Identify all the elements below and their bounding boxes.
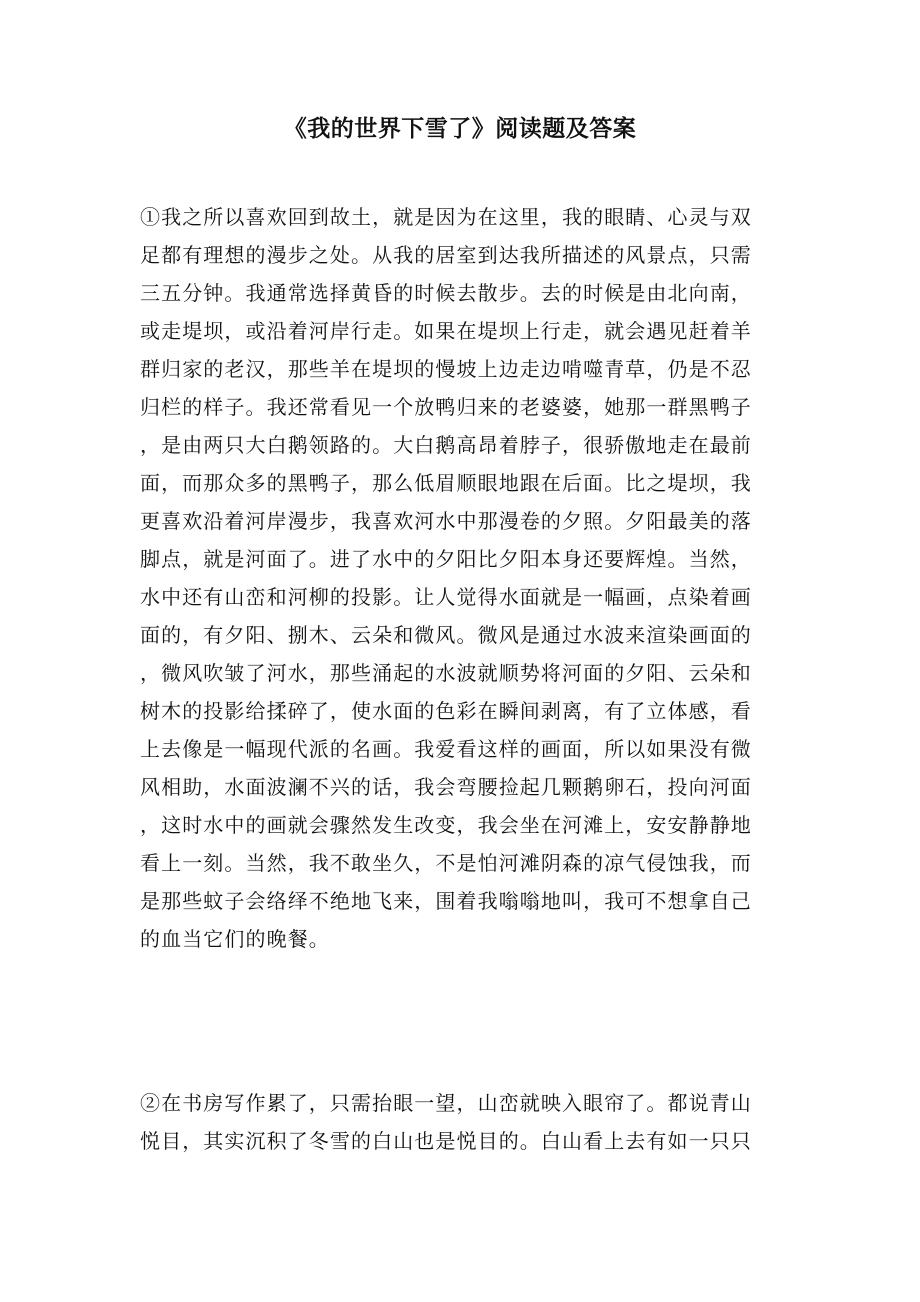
document-title: 《我的世界下雪了》阅读题及答案 bbox=[283, 115, 637, 142]
text-line: 树木的投影给揉碎了，使水面的色彩在瞬间剥离，有了立体感，看 bbox=[140, 699, 752, 723]
text-line: ，微风吹皱了河水，那些涌起的水波就顺势将河面的夕阳、云朵和 bbox=[140, 661, 752, 685]
text-line: 面的，有夕阳、捌木、云朵和微风。微风是通过水波来渲染画面的 bbox=[140, 623, 752, 647]
text-line: 的血当它们的晚餐。 bbox=[140, 927, 330, 951]
paragraph-1 bbox=[140, 198, 770, 958]
text-line: 更喜欢沿着河岸漫步，我喜欢河水中那漫卷的夕照。夕阳最美的落 bbox=[140, 509, 752, 533]
text-line: 三五分钟。我通常选择黄昏的时候去散步。去的时候是由北向南， bbox=[140, 281, 752, 305]
text-line: 足都有理想的漫步之处。从我的居室到达我所描述的风景点，只需 bbox=[140, 243, 752, 267]
text-line: ，是由两只大白鹅领路的。大白鹅高昂着脖子，很骄傲地走在最前 bbox=[140, 433, 752, 457]
text-line: 看上一刻。当然，我不敢坐久，不是怕河滩阴森的凉气侵蚀我，而 bbox=[140, 851, 752, 875]
text-line: ，这时水中的画就会骤然发生改变，我会坐在河滩上，安安静静地 bbox=[140, 813, 752, 837]
text-line: 面，而那众多的黑鸭子，那么低眉顺眼地跟在后面。比之堤坝，我 bbox=[140, 471, 752, 495]
text-line: 悦目，其实沉积了冬雪的白山也是悦目的。白山看上去有如一只只 bbox=[140, 1129, 752, 1153]
text-line: 或走堤坝，或沿着河岸行走。如果在堤坝上行走，就会遇见赶着羊 bbox=[140, 319, 752, 343]
text-line: 是那些蚊子会络绎不绝地飞来，围着我嗡嗡地叫，我可不想拿自己 bbox=[140, 889, 752, 913]
text-line: ②在书房写作累了，只需抬眼一望，山峦就映入眼帘了。都说青山 bbox=[140, 1091, 752, 1115]
text-line: 风相助，水面波澜不兴的话，我会弯腰捡起几颗鹅卵石，投向河面 bbox=[140, 775, 752, 799]
text-line: 上去像是一幅现代派的名画。我爱看这样的画面，所以如果没有微 bbox=[140, 737, 752, 761]
text-line: 归栏的样子。我还常看见一个放鸭归来的老婆婆，她那一群黑鸭子 bbox=[140, 395, 752, 419]
text-line: ①我之所以喜欢回到故土，就是因为在这里，我的眼睛、心灵与双 bbox=[140, 205, 752, 229]
paragraph-2 bbox=[140, 1084, 770, 1160]
text-line: 水中还有山峦和河柳的投影。让人觉得水面就是一幅画，点染着画 bbox=[140, 585, 752, 609]
text-line: 群归家的老汉，那些羊在堤坝的慢坡上边走边啃噬青草，仍是不忍 bbox=[140, 357, 752, 381]
text-line: 脚点，就是河面了。进了水中的夕阳比夕阳本身还要辉煌。当然， bbox=[140, 547, 752, 571]
